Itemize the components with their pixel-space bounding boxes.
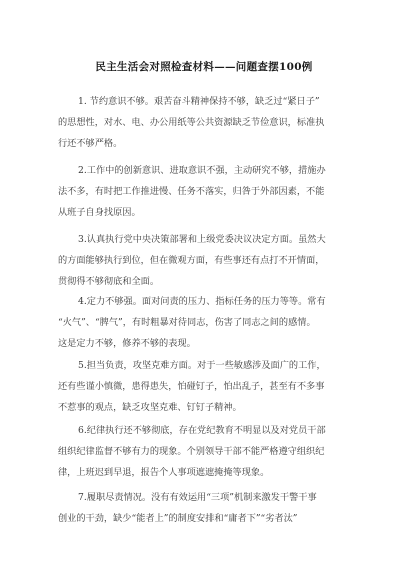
list-item-5 <box>58 355 354 418</box>
list-item-2 <box>58 160 354 223</box>
item-1-line-1: 1. 节约意识不够。艰苦奋斗精神保持不够，缺乏过“紧日子” <box>78 96 320 107</box>
item-5-line-1: 5.担当负责，攻坚克难方面。对于一些敏感涉及面广的工作， <box>78 360 326 371</box>
item-5-line-2: 还有些谨小慎微，患得患失，怕碰钉子，怕出乱子，甚至有不多事 <box>58 381 325 392</box>
list-item-6 <box>58 420 354 483</box>
item-7-line-2: 创业的干劲，缺少“能者上”的制度安排和“庸者下”“劣者汰” <box>58 513 298 524</box>
list-item-3 <box>58 229 354 292</box>
item-4-line-3: 这是定力不够，修养不够的表现。 <box>58 338 196 349</box>
item-2-line-3: 从班子自身找原因。 <box>58 207 141 218</box>
item-3-line-2: 的方面能够执行到位，但在微观方面，有些事还有点打不开情面， <box>58 255 325 266</box>
item-6-line-2: 组织纪律监督不够有力的现象。个别领导干部不能严格遵守组织纪 <box>58 446 325 457</box>
item-4-line-1: 4.定力不够强。面对问责的压力、指标任务的压力等等。常有 <box>78 296 326 307</box>
item-3-line-1: 3.认真执行党中央决策部署和上级党委决议决定方面。虽然大 <box>78 234 326 245</box>
item-2-line-1: 2.工作中的创新意识、进取意识不强，主动研究不够，措施办 <box>78 165 326 176</box>
item-5-line-3: 不惹事的观点，缺乏攻坚克难、钉钉子精神。 <box>58 402 242 413</box>
list-item-7 <box>58 487 354 529</box>
item-2-line-2: 法不多，有时把工作推进慢、任务不落实，归咎于外部因素，不能 <box>58 186 325 197</box>
item-6-line-3: 律，上班迟到早退，报告个人事项遮遮掩掩等现象。 <box>58 467 270 478</box>
list-item-4 <box>58 291 354 354</box>
item-6-line-1: 6.纪律执行还不够彻底，存在党纪教育不明显以及对党员干部 <box>78 425 326 436</box>
item-4-line-2: “火气”、“脾气”，有时粗暴对待同志，伤害了同志之间的感情。 <box>58 317 316 328</box>
item-7-line-1: 7.履职尽责情况。没有有效运用“三项”机制来激发干警干事 <box>78 492 317 503</box>
item-3-line-3: 贯彻得不够彻底和全面。 <box>58 276 160 287</box>
document-title: 民主生活会对照检查材料——问题查摆100例 <box>95 61 313 73</box>
item-1-line-2: 的思想性，对水、电、办公用纸等公共资源缺乏节俭意识，标准执 <box>58 117 325 128</box>
item-1-line-3: 行还不够严格。 <box>58 138 123 149</box>
list-item-1 <box>58 91 354 154</box>
